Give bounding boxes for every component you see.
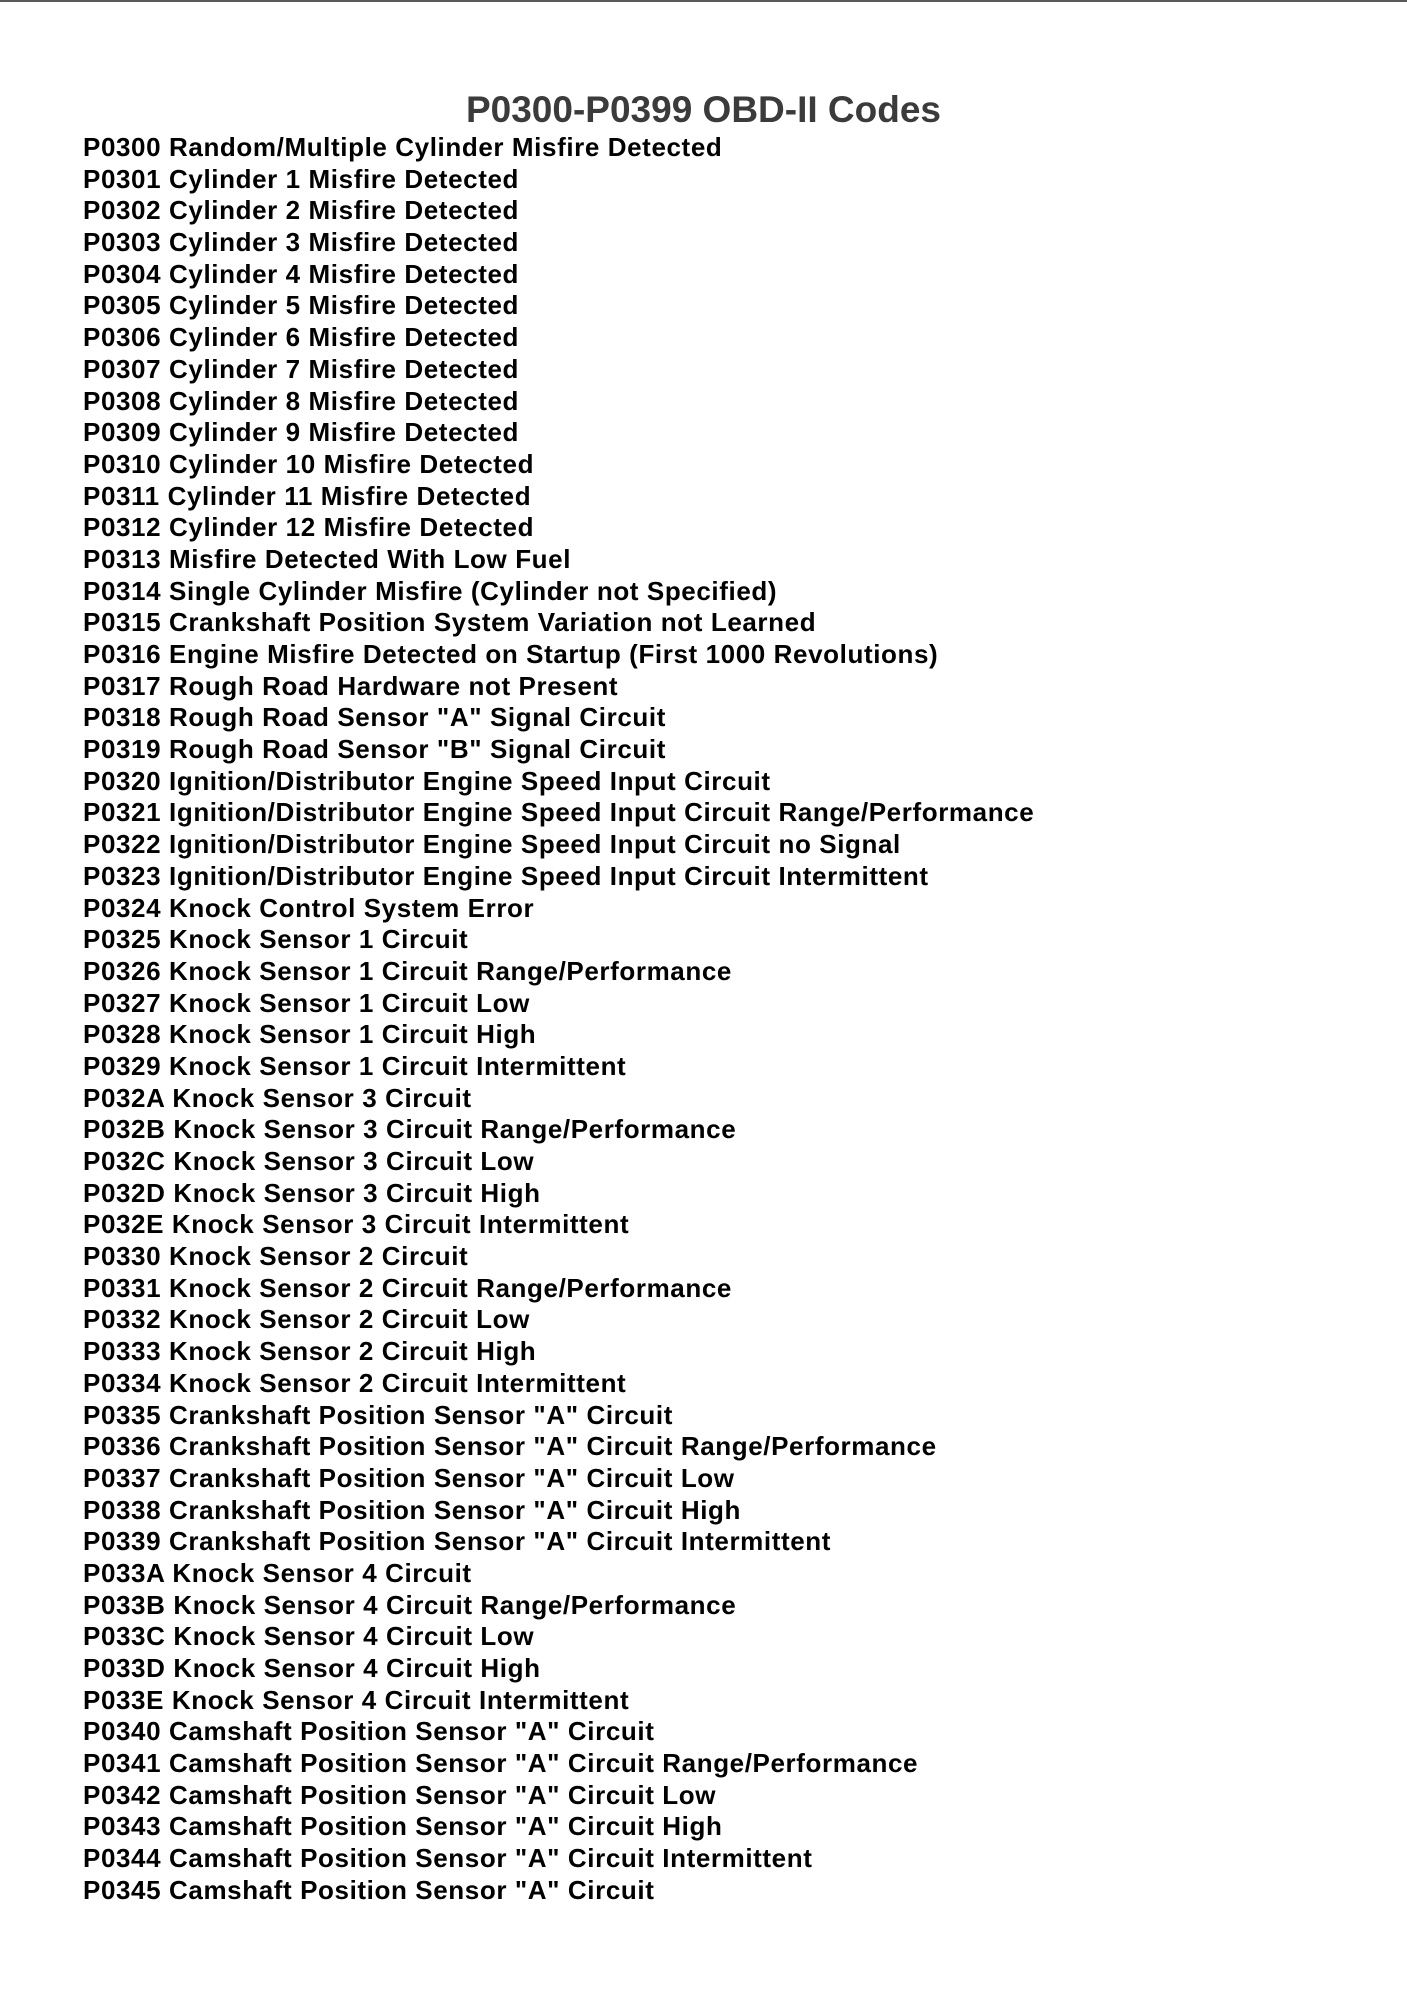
code-entry [83,1653,1034,1685]
code-description: Knock Sensor 4 Circuit [172,1557,472,1588]
code-entry [83,1495,1034,1527]
code-entry [83,322,1034,354]
code-id: P0300 [83,132,162,162]
code-id: P0318 [83,702,162,733]
code-entry [83,512,1034,544]
code-description: Cylinder 6 Misfire Detected [169,322,519,353]
code-entry [83,417,1034,449]
code-entry [83,259,1034,291]
code-entry [83,449,1034,481]
code-id: P0330 [83,1241,162,1272]
code-entry [83,481,1034,513]
code-id: P0343 [83,1811,162,1842]
code-entry [83,1304,1034,1336]
code-description: Knock Sensor 2 Circuit Low [169,1304,530,1335]
code-description: Knock Sensor 1 Circuit [169,924,469,955]
code-id: P0322 [83,829,162,860]
code-entry [83,164,1034,196]
code-id: P0306 [83,322,162,353]
code-description: Knock Sensor 3 Circuit Low [173,1146,535,1176]
code-entry [83,290,1034,322]
code-description: Knock Sensor 2 Circuit High [169,1336,537,1367]
code-id: P0316 [83,639,162,669]
code-description: Knock Sensor 2 Circuit Intermittent [169,1367,627,1398]
code-id: P0341 [83,1748,162,1779]
code-id: P0311 [83,480,160,511]
code-entry [83,1400,1034,1432]
code-entry [83,1463,1034,1495]
code-id: P033D [83,1653,166,1683]
code-entry [83,1019,1034,1051]
code-entry [83,1273,1034,1305]
code-description: Knock Sensor 4 Circuit Intermittent [171,1684,630,1715]
code-description: Knock Sensor 1 Circuit Low [169,987,530,1018]
code-id: P0315 [83,607,162,638]
code-entry [83,1083,1034,1115]
code-description: Knock Control System Error [169,892,535,923]
code-entry [83,671,1034,703]
code-description: Engine Misfire Detected on Startup (First 1000 Revolutions) [169,639,939,669]
code-entry [83,1590,1034,1622]
code-description: Misfire Detected With Low Fuel [169,543,572,574]
code-description: Random/Multiple Cylinder Misfire Detected [169,132,723,162]
code-entry [83,1114,1034,1146]
code-id: P0344 [83,1843,162,1874]
code-description: Camshaft Position Sensor "A" Circuit Range/Performance [169,1748,919,1779]
code-entry [83,1368,1034,1400]
code-id: P0337 [83,1462,162,1493]
code-id: P033B [83,1589,166,1620]
code-description: Ignition/Distributor Engine Speed Input Circuit [169,765,771,796]
code-id: P0319 [83,734,162,765]
code-id: P0331 [83,1272,162,1303]
code-description: Knock Sensor 2 Circuit [169,1241,469,1272]
code-id: P033A [83,1557,165,1588]
code-entry [83,1716,1034,1748]
code-description: Cylinder 7 Misfire Detected [169,353,519,384]
code-entry [83,861,1034,893]
code-entry [83,1209,1034,1241]
code-entry [83,734,1034,766]
code-id: P0329 [83,1050,162,1081]
code-description: Knock Sensor 1 Circuit Range/Performance [169,955,732,986]
code-description: Camshaft Position Sensor "A" Circuit High [169,1811,723,1842]
code-id: P032E [83,1209,165,1240]
code-id: P0338 [83,1494,162,1525]
code-description: Cylinder 11 Misfire Detected [167,480,532,511]
code-id: P0309 [83,417,162,448]
code-id: P0313 [83,543,162,574]
code-entry [83,1843,1034,1875]
code-description: Knock Sensor 3 Circuit Intermittent [171,1209,630,1240]
code-id: P033C [83,1621,166,1652]
code-entry [83,1875,1034,1907]
code-entry [83,1780,1034,1812]
code-entry [83,227,1034,259]
code-id: P0323 [83,860,162,891]
code-entry [83,766,1034,798]
code-id: P0304 [83,258,162,289]
code-id: P0320 [83,765,162,796]
code-entry [83,607,1034,639]
code-entry [83,702,1034,734]
code-description: Crankshaft Position Sensor "A" Circuit High [169,1494,741,1525]
code-entry [83,1336,1034,1368]
code-id: P0303 [83,227,162,258]
codes-list [83,132,1034,1907]
code-description: Knock Sensor 4 Circuit Range/Performance [173,1589,737,1620]
code-entry [83,988,1034,1020]
code-entry [83,1526,1034,1558]
code-description: Cylinder 10 Misfire Detected [169,448,535,479]
code-id: P0312 [83,512,162,543]
code-id: P0328 [83,1019,162,1050]
code-id: P0301 [83,163,162,194]
code-entry [83,1431,1034,1463]
code-id: P0302 [83,195,162,226]
code-entry [83,132,1034,164]
code-entry [83,1685,1034,1717]
code-description: Camshaft Position Sensor "A" Circuit [169,1716,655,1747]
code-id: P0336 [83,1431,162,1462]
code-description: Crankshaft Position Sensor "A" Circuit [169,1399,673,1430]
code-id: P0327 [83,987,162,1018]
code-description: Cylinder 1 Misfire Detected [169,163,519,194]
code-description: Knock Sensor 1 Circuit Intermittent [169,1050,627,1081]
code-description: Crankshaft Position System Variation not Learned [169,607,817,638]
code-entry [83,195,1034,227]
code-description: Crankshaft Position Sensor "A" Circuit Low [169,1462,735,1493]
code-description: Cylinder 12 Misfire Detected [169,512,535,543]
code-entry [83,1811,1034,1843]
code-id: P0310 [83,448,162,479]
code-description: Cylinder 4 Misfire Detected [169,258,519,289]
code-id: P0321 [83,797,162,828]
code-entry [83,1051,1034,1083]
code-id: P0345 [83,1874,162,1905]
code-entry [83,354,1034,386]
code-id: P033E [83,1684,165,1715]
code-id: P032B [83,1114,166,1145]
code-description: Camshaft Position Sensor "A" Circuit [169,1874,655,1905]
code-entry [83,893,1034,925]
code-entry [83,956,1034,988]
code-entry [83,1558,1034,1590]
code-id: P0333 [83,1336,162,1367]
code-id: P032C [83,1146,166,1176]
code-description: Rough Road Sensor "B" Signal Circuit [169,734,666,765]
code-entry [83,1146,1034,1178]
code-description: Rough Road Hardware not Present [169,670,619,701]
code-description: Knock Sensor 3 Circuit Range/Performance [173,1114,737,1145]
code-id: P032A [83,1082,165,1113]
code-description: Camshaft Position Sensor "A" Circuit Intermittent [169,1843,813,1874]
code-id: P0308 [83,385,162,416]
code-entry [83,1621,1034,1653]
code-description: Knock Sensor 1 Circuit High [169,1019,537,1050]
code-id: P0305 [83,290,162,321]
code-id: P032D [83,1177,166,1208]
code-entry [83,544,1034,576]
code-id: P0325 [83,924,162,955]
code-entry [83,829,1034,861]
code-description: Knock Sensor 3 Circuit High [173,1177,541,1208]
code-id: P0335 [83,1399,162,1430]
code-id: P0342 [83,1779,162,1810]
code-entry [83,386,1034,418]
code-entry [83,1241,1034,1273]
code-description: Cylinder 3 Misfire Detected [169,227,519,258]
code-description: Cylinder 8 Misfire Detected [169,385,519,416]
code-id: P0339 [83,1526,162,1557]
code-description: Knock Sensor 3 Circuit [172,1082,472,1113]
code-description: Single Cylinder Misfire (Cylinder not Specified) [169,575,778,606]
code-description: Cylinder 9 Misfire Detected [169,417,519,448]
code-description: Camshaft Position Sensor "A" Circuit Low [169,1779,717,1810]
code-entry [83,576,1034,608]
page-top-border [0,0,1407,2]
code-description: Ignition/Distributor Engine Speed Input Circuit Range/Performance [169,797,1035,828]
code-id: P0307 [83,353,162,384]
code-entry [83,639,1034,671]
code-description: Crankshaft Position Sensor "A" Circuit Range/Performance [169,1431,937,1462]
code-description: Rough Road Sensor "A" Signal Circuit [169,702,666,733]
code-description: Knock Sensor 4 Circuit High [173,1653,541,1683]
code-id: P0326 [83,955,162,986]
code-entry [83,1178,1034,1210]
code-id: P0340 [83,1716,162,1747]
code-id: P0324 [83,892,162,923]
code-entry [83,924,1034,956]
code-description: Ignition/Distributor Engine Speed Input Circuit no Signal [169,829,901,860]
code-id: P0332 [83,1304,162,1335]
code-id: P0317 [83,670,162,701]
code-description: Crankshaft Position Sensor "A" Circuit Intermittent [169,1526,832,1557]
code-description: Cylinder 2 Misfire Detected [169,195,519,226]
code-entry [83,1748,1034,1780]
code-id: P0314 [83,575,162,606]
code-description: Knock Sensor 2 Circuit Range/Performance [169,1272,732,1303]
code-description: Ignition/Distributor Engine Speed Input Circuit Intermittent [169,860,929,891]
code-id: P0334 [83,1367,162,1398]
page-title: P0300-P0399 OBD-II Codes [465,89,942,130]
code-description: Cylinder 5 Misfire Detected [169,290,519,321]
code-description: Knock Sensor 4 Circuit Low [173,1621,535,1652]
code-entry [83,797,1034,829]
